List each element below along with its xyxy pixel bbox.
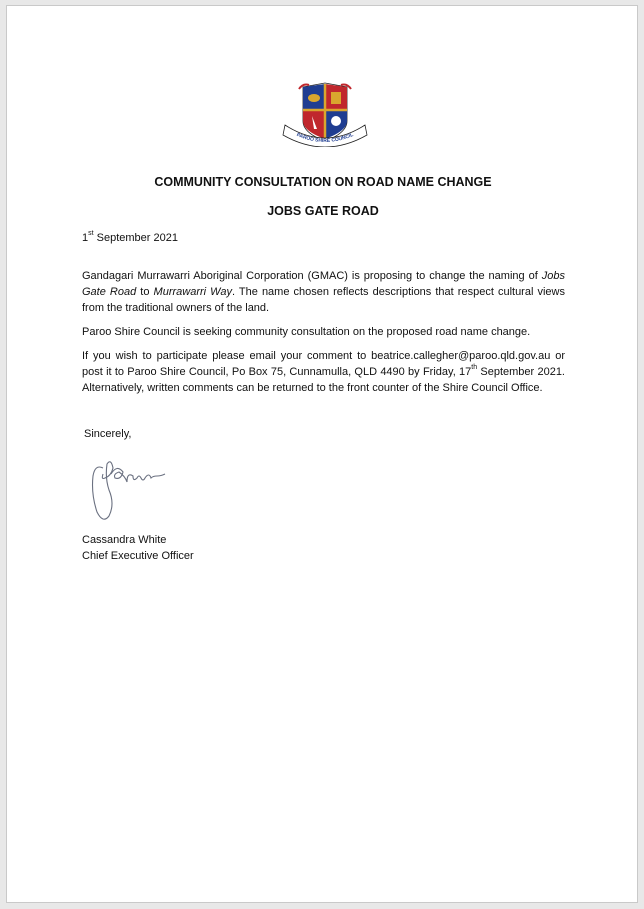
new-road-name: Murrawarri Way bbox=[153, 286, 232, 298]
document-page bbox=[6, 5, 638, 903]
crest-banner-text: PAROO SHIRE COUNCIL bbox=[295, 132, 355, 145]
page-subtitle: JOBS GATE ROAD bbox=[267, 204, 379, 218]
signatory-title: Chief Executive Officer bbox=[82, 550, 194, 562]
closing: Sincerely, bbox=[84, 428, 132, 440]
paragraph-proposal: Gandagari Murrawarri Aboriginal Corporation (GMAC) is proposing to change the naming of Jobs Gate Road to Murrawarri Way. The name chosen reflects descriptions that respect cultural views from the traditional owners of the land. bbox=[82, 270, 565, 314]
signatory-name: Cassandra White bbox=[82, 534, 167, 546]
paroo-shire-council-crest bbox=[279, 81, 371, 147]
page-title: COMMUNITY CONSULTATION ON ROAD NAME CHANGE bbox=[154, 175, 492, 189]
signature bbox=[81, 454, 167, 526]
paragraph-instructions: If you wish to participate please email your comment to beatrice.callegher@paroo.qld.gov.au or post it to Paroo Shire Council, Po Box 75, Cunnamulla, QLD 4490 by Friday, 17th September 2021. Alternatively, written comments can be returned to the front counter of the Shire Council Office. bbox=[82, 350, 565, 394]
letter-date: 1st September 2021 bbox=[82, 230, 178, 244]
old-road-name: Jobs Gate Road bbox=[82, 270, 565, 298]
paragraph-consultation: Paroo Shire Council is seeking community consultation on the proposed road name change. bbox=[82, 326, 531, 338]
